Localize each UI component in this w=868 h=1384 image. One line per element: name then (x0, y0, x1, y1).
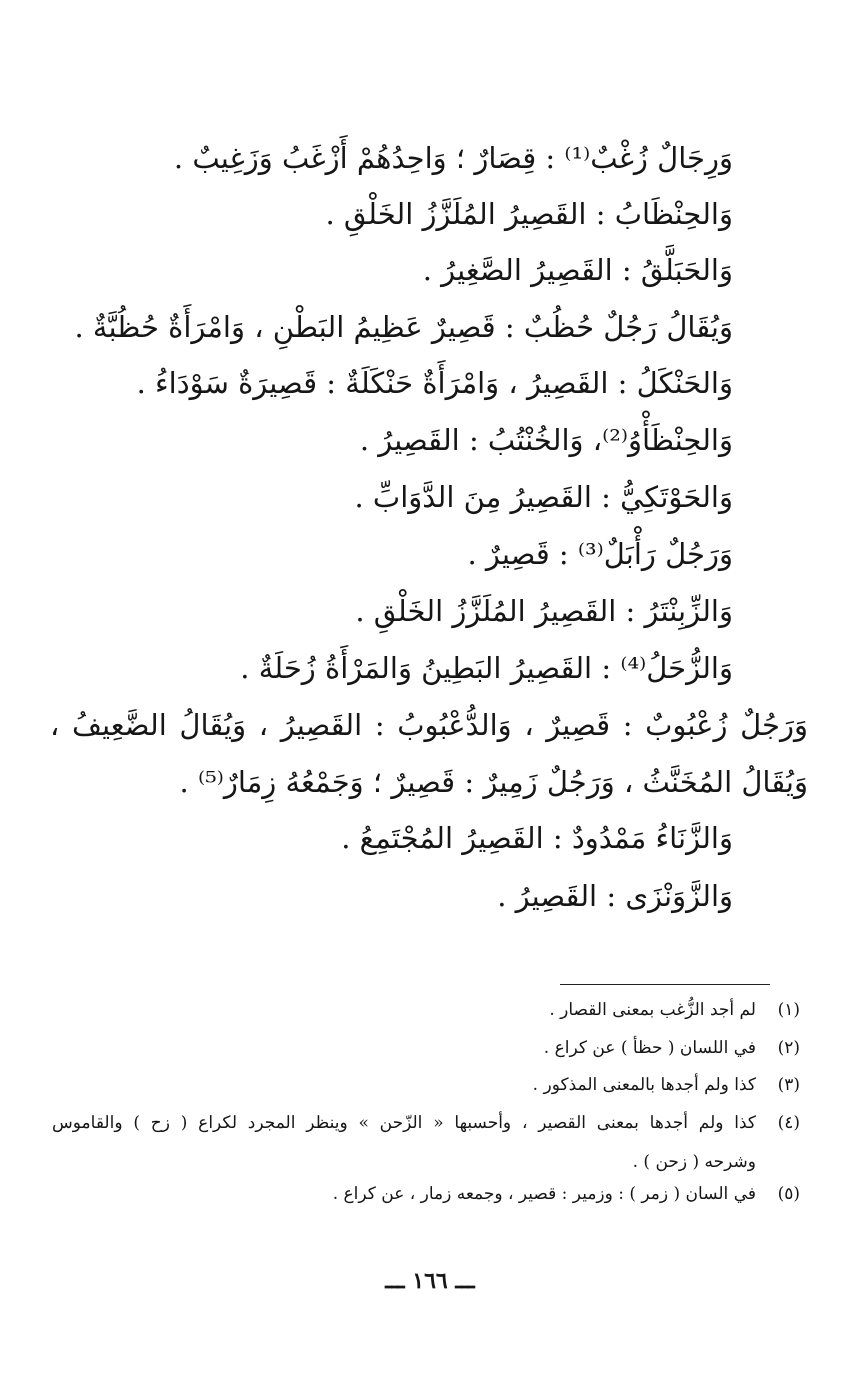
entry-line: وَرَجُلٌ زُعْبُوبٌ : قَصِيرٌ ، وَالدُّعْبُوبُ : القَصِيرُ ، وَيُقَالُ الضَّعِيفُ ، (50, 708, 808, 742)
footnote (533, 1073, 800, 1097)
footnote-text: كذا ولم أجدها بالمعنى المذكور . (532, 1075, 756, 1095)
footnote (333, 1182, 800, 1206)
footnote-number: (٣) (777, 1075, 800, 1095)
entry-line: وَرَجُلٌ رَأْبَلٌ⁽³⁾ : قَصِيرٌ . (467, 537, 733, 571)
footnote (549, 998, 800, 1022)
entry-line: وَرِجَالٌ زُغْبٌ⁽¹⁾ : قِصَارٌ ؛ وَاحِدُهُمْ أَزْغَبُ وَزَغِيبٌ . (173, 141, 733, 175)
entry-line: وَالحَوْتَكِيُّ : القَصِيرُ مِنَ الدَّوَابِّ . (354, 480, 733, 514)
footnote (52, 1111, 800, 1135)
footnote-number: (١) (777, 1000, 800, 1020)
footnote-number: (٤) (777, 1113, 800, 1133)
footnote-continuation: وشرحه ( زحن ) . (632, 1152, 756, 1172)
footnote-separator (560, 984, 770, 985)
entry-line: وَيُقَالُ رَجُلٌ حُظُبٌ : قَصِيرٌ عَظِيمُ البَطْنِ ، وَامْرَأَةٌ حُظُبَّةٌ . (74, 310, 733, 344)
page-number: ـــ ١٦٦ ـــ (385, 1268, 475, 1294)
footnote-text: في اللسان ( حظأ ) عن كراع . (543, 1038, 756, 1058)
entry-line: وَالحَبَلَّقُ : القَصِيرُ الصَّغِيرُ . (422, 253, 733, 287)
footnote (544, 1036, 800, 1060)
entry-line: وَالزَّنَاءُ مَمْدُودٌ : القَصِيرُ المُجْتَمِعُ . (341, 821, 733, 855)
entry-line: وَالزُّحَلُ⁽⁴⁾ : القَصِيرُ البَطِينُ وَالمَرْأَةُ زُحَلَةٌ . (240, 651, 733, 685)
entry-line: وَيُقَالُ المُخَنَّثُ ، وَرَجُلٌ زَمِيرٌ : قَصِيرٌ ؛ وَجَمْعُهُ زِمَارٌ⁽⁵⁾ . (179, 765, 808, 799)
footnote-number: (٢) (777, 1038, 800, 1058)
entry-line: وَالحَنْكَلُ : القَصِيرُ ، وَامْرَأَةٌ حَنْكَلَةٌ : قَصِيرَةٌ سَوْدَاءُ . (136, 366, 733, 400)
entry-line: وَالزَّوَنْزَى : القَصِيرُ . (497, 879, 733, 913)
footnote-number: (٥) (777, 1184, 800, 1204)
footnote-text: في السان ( زمر ) : وزمير : قصير ، وجمعه زمار ، عن كراع . (332, 1184, 756, 1204)
entry-line: وَالحِنْظَابُ : القَصِيرُ المُلَزَّزُ الخَلْقِ . (325, 197, 733, 231)
entry-line: وَالزِّبِنْتَرُ : القَصِيرُ المُلَزَّزُ الخَلْقِ . (355, 594, 733, 628)
footnote-text: كذا ولم أجدها بمعنى القصير ، وأحسبها « الزّحن » وينظر المجرد لكراع ( زح ) والقاموس (52, 1113, 756, 1133)
entry-line: وَالحِنْظَأْوُ⁽²⁾، وَالخُنْتُبُ : القَصِيرُ . (359, 423, 733, 457)
footnote-text: لم أجد الزُّغب بمعنى القصار . (549, 1000, 756, 1020)
